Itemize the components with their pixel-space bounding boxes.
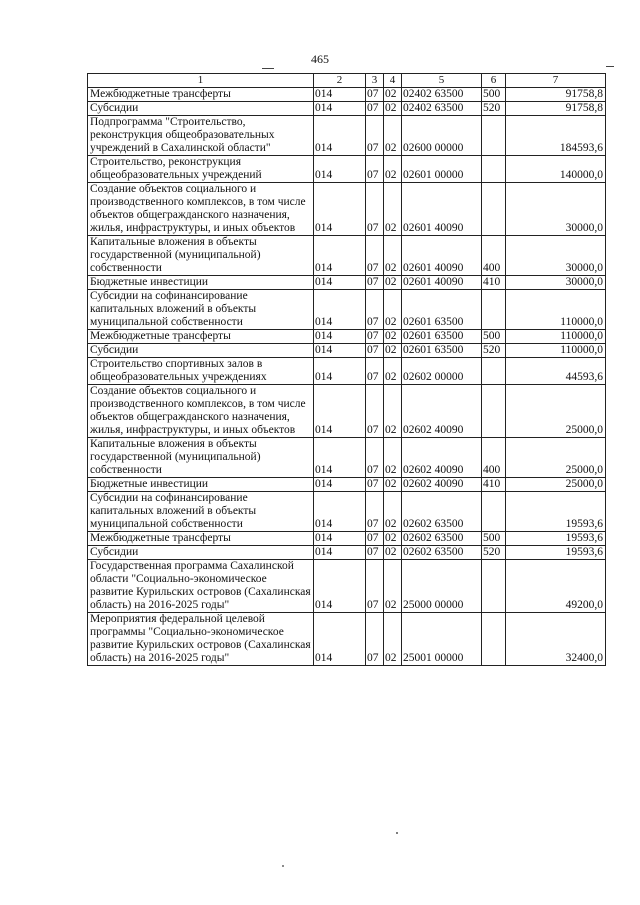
code-ministry: 014 bbox=[314, 438, 366, 478]
code-target: 02601 40090 bbox=[402, 183, 482, 236]
amount: 49200,0 bbox=[506, 560, 606, 613]
code-expense-type: 410 bbox=[482, 276, 506, 290]
row-name: Субсидии bbox=[88, 102, 314, 116]
code-target: 02402 63500 bbox=[402, 102, 482, 116]
budget-table bbox=[87, 73, 606, 666]
row-name: Бюджетные инвестиции bbox=[88, 276, 314, 290]
amount: 19593,6 bbox=[506, 532, 606, 546]
code-expense-type: 400 bbox=[482, 236, 506, 276]
code-section: 07 bbox=[366, 358, 384, 385]
code-target: 02602 63500 bbox=[402, 532, 482, 546]
header-cell: 2 bbox=[314, 74, 366, 88]
code-ministry: 014 bbox=[314, 290, 366, 330]
table-row bbox=[88, 183, 606, 236]
code-section: 07 bbox=[366, 492, 384, 532]
code-target: 02601 40090 bbox=[402, 276, 482, 290]
code-subsection: 02 bbox=[384, 330, 402, 344]
table-row bbox=[88, 290, 606, 330]
table-row bbox=[88, 358, 606, 385]
code-subsection: 02 bbox=[384, 88, 402, 102]
amount: 19593,6 bbox=[506, 492, 606, 532]
scan-mark bbox=[606, 66, 614, 67]
scan-speck bbox=[282, 865, 284, 867]
row-name: Строительство спортивных залов в общеобразовательных учреждениях bbox=[88, 358, 314, 385]
header-cell: 3 bbox=[366, 74, 384, 88]
code-target: 02602 63500 bbox=[402, 546, 482, 560]
code-section: 07 bbox=[366, 613, 384, 666]
row-name: Капитальные вложения в объекты государственной (муниципальной) собственности bbox=[88, 236, 314, 276]
code-expense-type bbox=[482, 613, 506, 666]
row-name: Субсидии bbox=[88, 344, 314, 358]
code-subsection: 02 bbox=[384, 438, 402, 478]
code-subsection: 02 bbox=[384, 116, 402, 156]
code-expense-type bbox=[482, 385, 506, 438]
code-ministry: 014 bbox=[314, 236, 366, 276]
code-ministry: 014 bbox=[314, 330, 366, 344]
row-name: Создание объектов социального и производственного комплексов, в том числе объектов общегражданского назначения, жилья, инфраструктуры, и иных объектов bbox=[88, 385, 314, 438]
code-expense-type bbox=[482, 183, 506, 236]
table-row bbox=[88, 236, 606, 276]
amount: 91758,8 bbox=[506, 102, 606, 116]
row-name: Подпрограмма "Строительство, реконструкция общеобразовательных учреждений в Сахалинской области" bbox=[88, 116, 314, 156]
table-row bbox=[88, 330, 606, 344]
row-name: Межбюджетные трансферты bbox=[88, 88, 314, 102]
table-row bbox=[88, 546, 606, 560]
code-section: 07 bbox=[366, 276, 384, 290]
code-ministry: 014 bbox=[314, 344, 366, 358]
code-subsection: 02 bbox=[384, 358, 402, 385]
code-ministry: 014 bbox=[314, 88, 366, 102]
code-section: 07 bbox=[366, 385, 384, 438]
table-row bbox=[88, 613, 606, 666]
row-name: Субсидии на софинансирование капитальных вложений в объекты муниципальной собственности bbox=[88, 492, 314, 532]
header-cell: 4 bbox=[384, 74, 402, 88]
code-subsection: 02 bbox=[384, 560, 402, 613]
amount: 140000,0 bbox=[506, 156, 606, 183]
row-name: Капитальные вложения в объекты государственной (муниципальной) собственности bbox=[88, 438, 314, 478]
code-ministry: 014 bbox=[314, 156, 366, 183]
scan-mark bbox=[262, 68, 274, 69]
amount: 110000,0 bbox=[506, 290, 606, 330]
row-name: Субсидии на софинансирование капитальных вложений в объекты муниципальной собственности bbox=[88, 290, 314, 330]
code-section: 07 bbox=[366, 344, 384, 358]
amount: 25000,0 bbox=[506, 438, 606, 478]
code-expense-type bbox=[482, 116, 506, 156]
table-row bbox=[88, 116, 606, 156]
code-ministry: 014 bbox=[314, 358, 366, 385]
table-row bbox=[88, 156, 606, 183]
code-section: 07 bbox=[366, 156, 384, 183]
code-expense-type bbox=[482, 156, 506, 183]
table-row bbox=[88, 492, 606, 532]
code-section: 07 bbox=[366, 438, 384, 478]
code-section: 07 bbox=[366, 88, 384, 102]
code-expense-type: 520 bbox=[482, 546, 506, 560]
code-ministry: 014 bbox=[314, 478, 366, 492]
amount: 25000,0 bbox=[506, 385, 606, 438]
code-expense-type: 520 bbox=[482, 102, 506, 116]
header-cell: 6 bbox=[482, 74, 506, 88]
code-section: 07 bbox=[366, 116, 384, 156]
code-subsection: 02 bbox=[384, 478, 402, 492]
code-subsection: 02 bbox=[384, 344, 402, 358]
code-section: 07 bbox=[366, 236, 384, 276]
code-target: 02402 63500 bbox=[402, 88, 482, 102]
amount: 110000,0 bbox=[506, 330, 606, 344]
amount: 184593,6 bbox=[506, 116, 606, 156]
table-row bbox=[88, 88, 606, 102]
row-name: Государственная программа Сахалинской области "Социально-экономическое развитие Курильских островов (Сахалинская область) на 2016-2025 годы" bbox=[88, 560, 314, 613]
code-ministry: 014 bbox=[314, 492, 366, 532]
header-cell: 5 bbox=[402, 74, 482, 88]
code-subsection: 02 bbox=[384, 276, 402, 290]
amount: 30000,0 bbox=[506, 276, 606, 290]
table-row bbox=[88, 532, 606, 546]
code-section: 07 bbox=[366, 290, 384, 330]
code-target: 02601 40090 bbox=[402, 236, 482, 276]
code-section: 07 bbox=[366, 102, 384, 116]
header-cell: 7 bbox=[506, 74, 606, 88]
code-expense-type: 520 bbox=[482, 344, 506, 358]
code-ministry: 014 bbox=[314, 276, 366, 290]
code-subsection: 02 bbox=[384, 290, 402, 330]
header-cell: 1 bbox=[88, 74, 314, 88]
table-row bbox=[88, 385, 606, 438]
code-target: 02602 00000 bbox=[402, 358, 482, 385]
row-name: Строительство, реконструкция общеобразовательных учреждений bbox=[88, 156, 314, 183]
table-row bbox=[88, 276, 606, 290]
amount: 30000,0 bbox=[506, 183, 606, 236]
code-subsection: 02 bbox=[384, 546, 402, 560]
code-target: 02602 40090 bbox=[402, 478, 482, 492]
code-subsection: 02 bbox=[384, 613, 402, 666]
row-name: Бюджетные инвестиции bbox=[88, 478, 314, 492]
code-target: 25001 00000 bbox=[402, 613, 482, 666]
table-row bbox=[88, 344, 606, 358]
code-ministry: 014 bbox=[314, 385, 366, 438]
page-number: 465 bbox=[311, 52, 329, 66]
code-subsection: 02 bbox=[384, 102, 402, 116]
code-section: 07 bbox=[366, 478, 384, 492]
row-name: Межбюджетные трансферты bbox=[88, 532, 314, 546]
table-row bbox=[88, 438, 606, 478]
code-subsection: 02 bbox=[384, 183, 402, 236]
code-ministry: 014 bbox=[314, 183, 366, 236]
code-section: 07 bbox=[366, 560, 384, 613]
table-row bbox=[88, 478, 606, 492]
code-expense-type: 400 bbox=[482, 438, 506, 478]
code-target: 02600 00000 bbox=[402, 116, 482, 156]
code-ministry: 014 bbox=[314, 116, 366, 156]
code-section: 07 bbox=[366, 330, 384, 344]
amount: 19593,6 bbox=[506, 546, 606, 560]
amount: 110000,0 bbox=[506, 344, 606, 358]
code-ministry: 014 bbox=[314, 532, 366, 546]
code-target: 25000 00000 bbox=[402, 560, 482, 613]
code-target: 02602 40090 bbox=[402, 438, 482, 478]
code-subsection: 02 bbox=[384, 385, 402, 438]
code-expense-type: 500 bbox=[482, 330, 506, 344]
code-target: 02602 63500 bbox=[402, 492, 482, 532]
code-subsection: 02 bbox=[384, 156, 402, 183]
code-ministry: 014 bbox=[314, 560, 366, 613]
code-section: 07 bbox=[366, 183, 384, 236]
row-name: Межбюджетные трансферты bbox=[88, 330, 314, 344]
amount: 25000,0 bbox=[506, 478, 606, 492]
code-expense-type: 500 bbox=[482, 532, 506, 546]
code-target: 02601 63500 bbox=[402, 330, 482, 344]
table-row bbox=[88, 102, 606, 116]
table-row bbox=[88, 560, 606, 613]
row-name: Субсидии bbox=[88, 546, 314, 560]
code-expense-type bbox=[482, 492, 506, 532]
code-expense-type: 410 bbox=[482, 478, 506, 492]
code-section: 07 bbox=[366, 532, 384, 546]
code-target: 02601 00000 bbox=[402, 156, 482, 183]
amount: 91758,8 bbox=[506, 88, 606, 102]
code-subsection: 02 bbox=[384, 492, 402, 532]
code-target: 02602 40090 bbox=[402, 385, 482, 438]
amount: 32400,0 bbox=[506, 613, 606, 666]
code-ministry: 014 bbox=[314, 546, 366, 560]
code-ministry: 014 bbox=[314, 102, 366, 116]
code-subsection: 02 bbox=[384, 236, 402, 276]
scan-speck bbox=[396, 832, 398, 834]
row-name: Создание объектов социального и производственного комплексов, в том числе объектов общегражданского назначения, жилья, инфраструктуры, и иных объектов bbox=[88, 183, 314, 236]
amount: 30000,0 bbox=[506, 236, 606, 276]
code-ministry: 014 bbox=[314, 613, 366, 666]
amount: 44593,6 bbox=[506, 358, 606, 385]
code-target: 02601 63500 bbox=[402, 290, 482, 330]
code-target: 02601 63500 bbox=[402, 344, 482, 358]
code-subsection: 02 bbox=[384, 532, 402, 546]
code-section: 07 bbox=[366, 546, 384, 560]
code-expense-type bbox=[482, 560, 506, 613]
code-expense-type: 500 bbox=[482, 88, 506, 102]
code-expense-type bbox=[482, 358, 506, 385]
code-expense-type bbox=[482, 290, 506, 330]
table-header-row bbox=[88, 74, 606, 88]
row-name: Мероприятия федеральной целевой программы "Социально-экономическое развитие Курильских островов (Сахалинская область) на 2016-2025 годы" bbox=[88, 613, 314, 666]
